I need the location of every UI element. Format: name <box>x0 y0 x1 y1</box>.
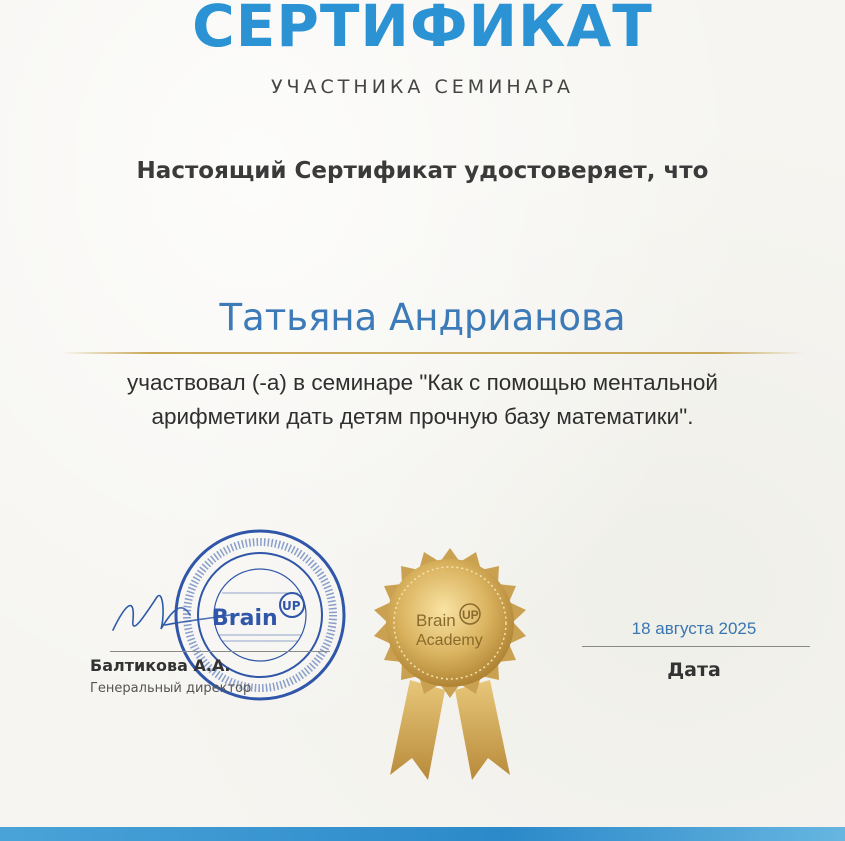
date-label: Дата <box>667 659 721 681</box>
date-line <box>582 646 810 647</box>
seminar-description-line-2: арифметики дать детям прочную базу математики". <box>151 404 694 429</box>
director-name: Балтикова А.А. <box>90 656 231 675</box>
company-stamp <box>170 525 350 705</box>
director-position: Генеральный директор <box>90 681 252 696</box>
name-underline <box>60 352 805 354</box>
seal-brand-badge: UP <box>462 608 479 622</box>
certificate-title: СЕРТИФИКАТ <box>192 0 653 60</box>
bottom-border-band <box>0 827 845 841</box>
seal-ribbon-left <box>390 680 445 780</box>
signature-line <box>110 651 330 652</box>
seal-academy-text: Academy <box>416 632 483 649</box>
stamp-brand-badge: UP <box>282 599 301 613</box>
seal-ribbon-right <box>455 680 510 780</box>
seminar-description-line-1: участвовал (-а) в семинаре "Как с помощью ментальной <box>127 370 718 395</box>
issue-date: 18 августа 2025 <box>631 619 757 638</box>
recipient-name: Татьяна Андрианова <box>219 296 626 339</box>
seal-brand-text: Brain <box>416 611 456 630</box>
award-seal <box>350 540 550 790</box>
certifies-statement: Настоящий Сертификат удостоверяет, что <box>136 158 709 184</box>
seminar-description <box>40 366 805 434</box>
certificate-subtitle: УЧАСТНИКА СЕМИНАРА <box>270 76 575 98</box>
stamp-brand-text: Brain <box>212 606 278 631</box>
